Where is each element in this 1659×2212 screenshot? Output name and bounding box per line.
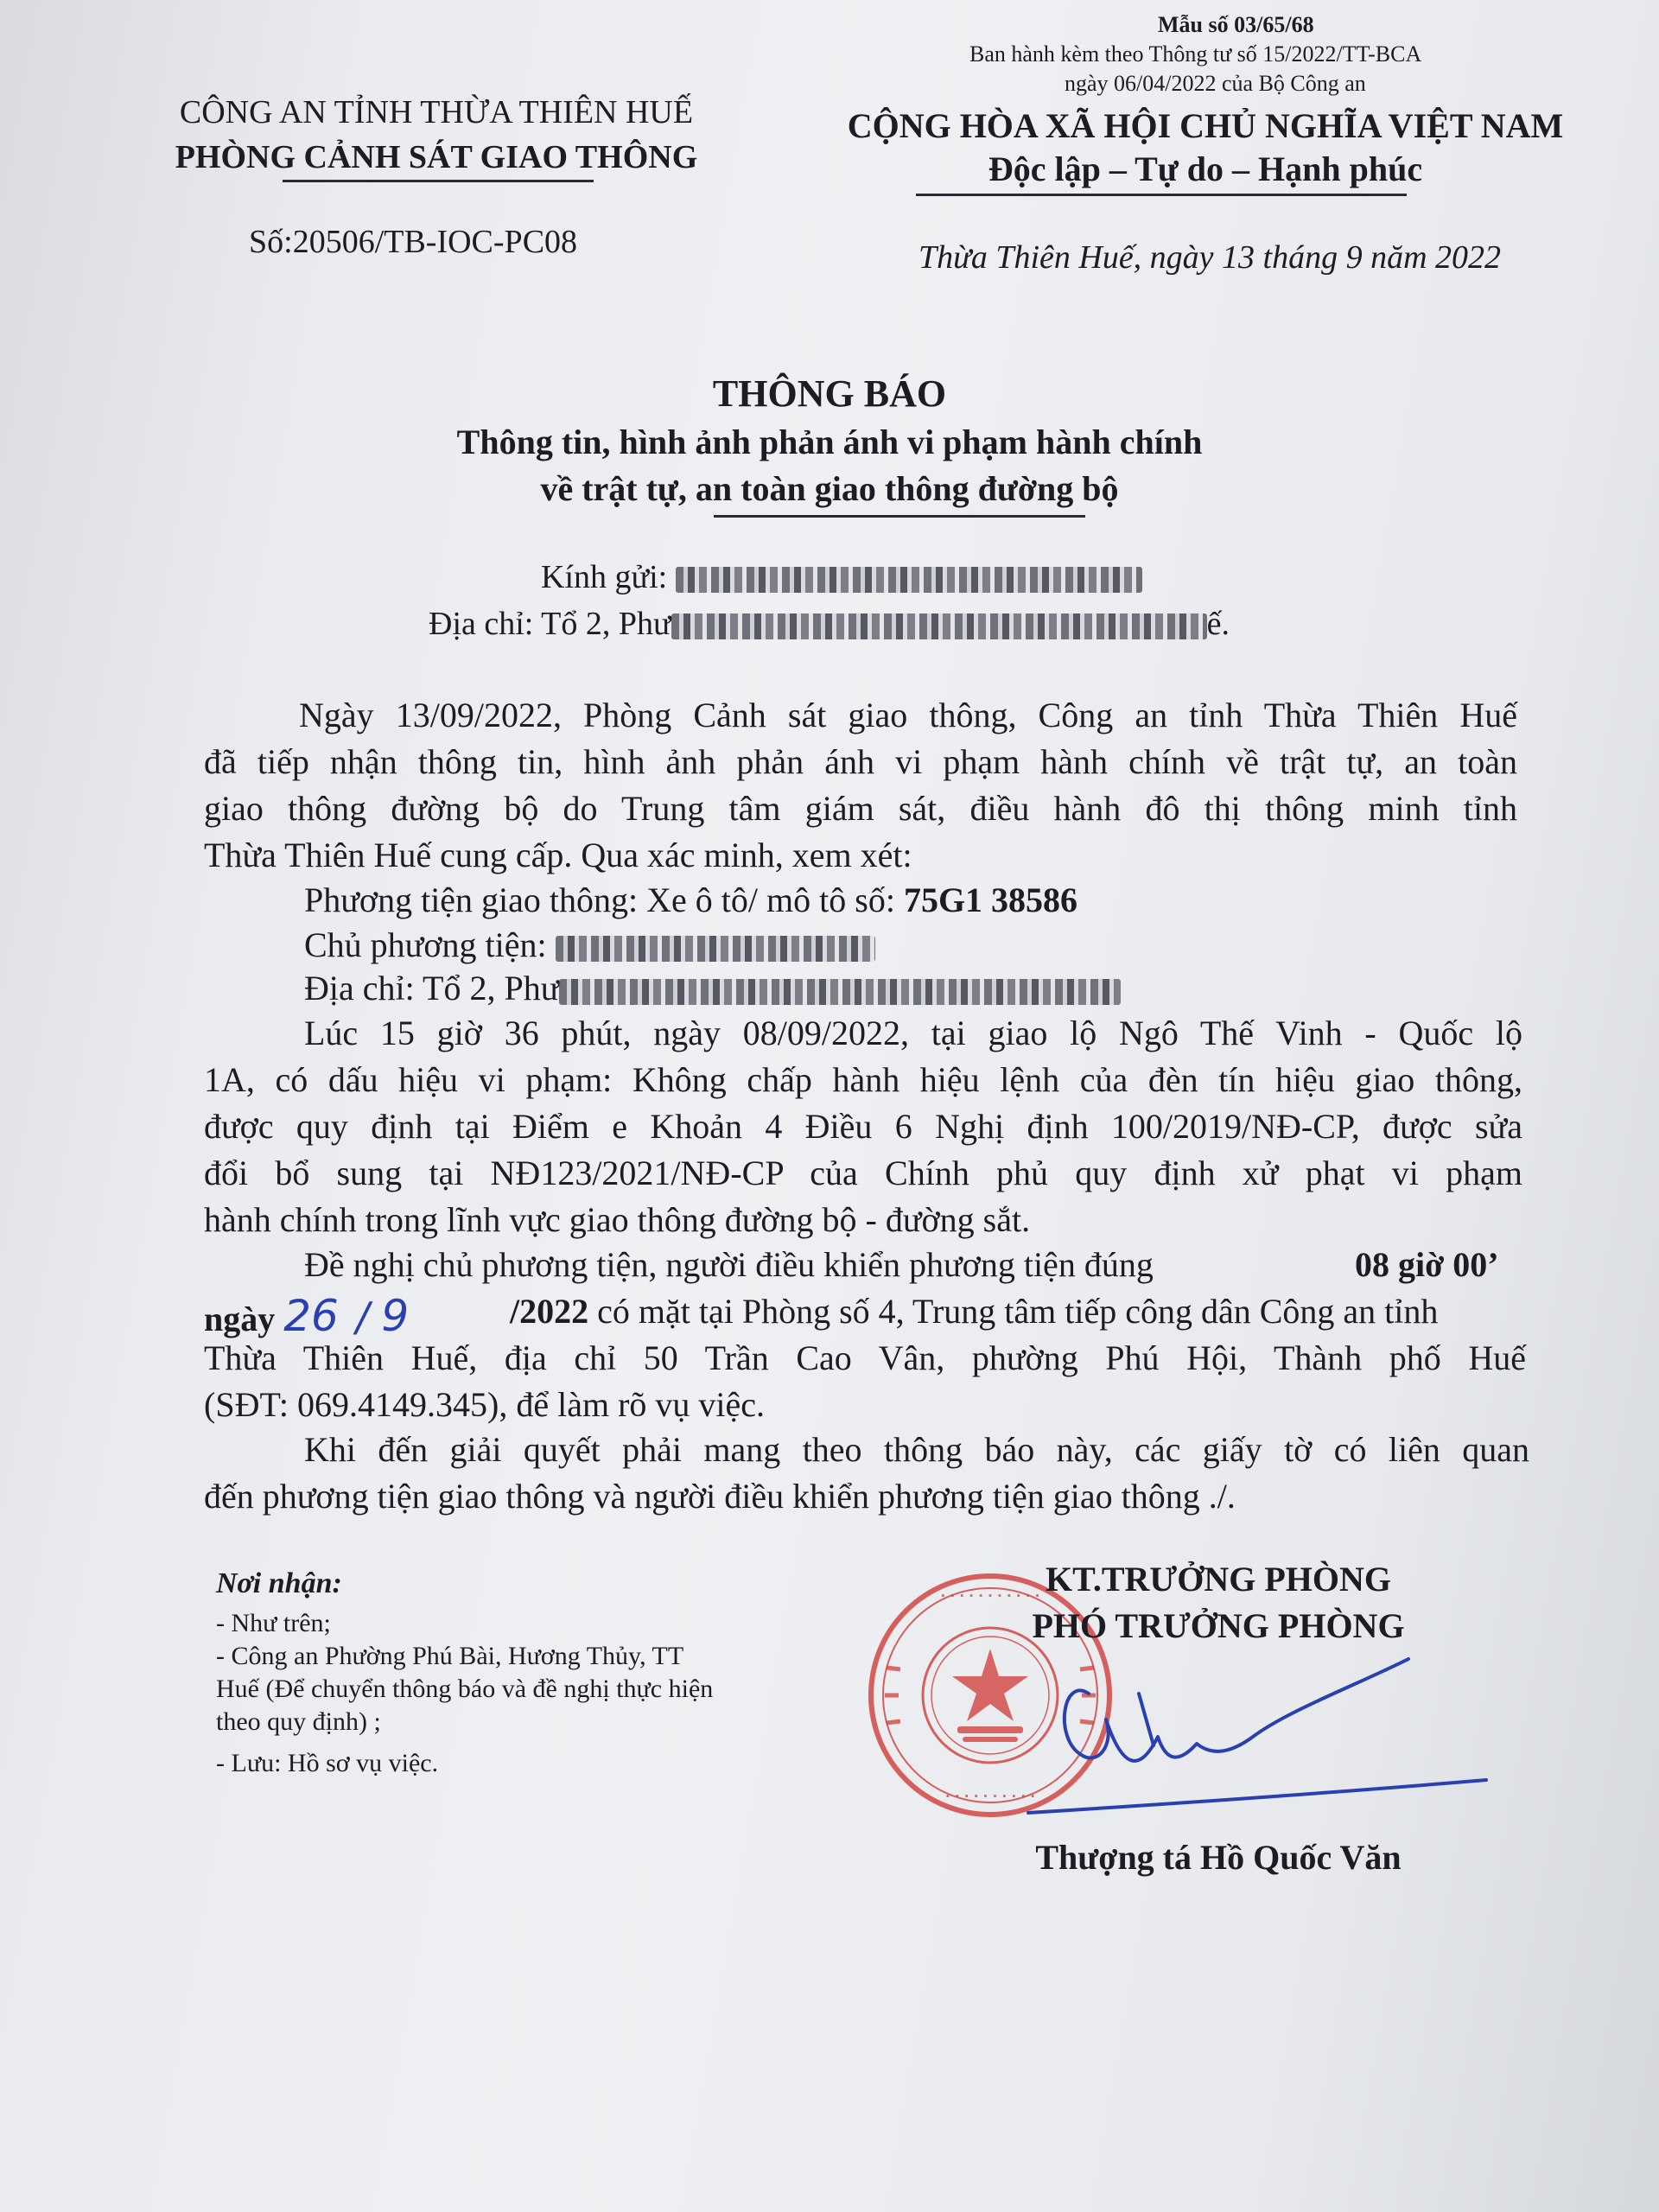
recipients-item: - Công an Phường Phú Bài, Hương Thủy, TT — [216, 1642, 684, 1670]
svg-text:· · · · · · · · · ·: · · · · · · · · · · — [945, 1789, 1035, 1804]
appointment-time: 08 giờ 00’ — [1355, 1245, 1499, 1284]
appointment-place: có mặt tại Phòng số 4, Trung tâm tiếp công dân Công an tỉnh — [597, 1292, 1439, 1331]
motto-underline — [916, 194, 1407, 196]
body-line: được quy định tại Điểm e Khoản 4 Điều 6 Nghị định 100/2019/NĐ-CP, được sửa — [204, 1107, 1522, 1146]
owner-address-prefix: Địa chỉ: Tổ 2, Phư — [304, 969, 560, 1007]
form-number: Mẫu số 03/65/68 — [1158, 12, 1314, 37]
appointment-day-label: ngày — [204, 1300, 276, 1338]
agency-underline — [283, 180, 594, 182]
recipients-label: Nơi nhận: — [216, 1567, 342, 1599]
appointment-date-line — [204, 1291, 409, 1341]
notice-title: THÔNG BÁO — [712, 372, 947, 415]
recipients-item: theo quy định) ; — [216, 1707, 381, 1736]
body-line: Lúc 15 giờ 36 phút, ngày 08/09/2022, tại giao lộ Ngô Thế Vinh - Quốc lộ — [304, 1014, 1522, 1052]
recipients-item: Huế (Để chuyển thông báo và đề nghị thực hiện — [216, 1675, 714, 1703]
recipient-address-suffix: ế. — [1206, 606, 1230, 642]
handwritten-slash: / — [355, 1294, 370, 1340]
handwritten-signature — [994, 1642, 1512, 1840]
appointment-year: /2022 — [510, 1292, 589, 1331]
handwritten-month: 9 — [381, 1291, 410, 1341]
redacted-recipient-address — [671, 613, 1207, 639]
body-line: giao thông đường bộ do Trung tâm giám sát, điều hành đô thị thông minh tỉnh — [204, 789, 1517, 828]
vehicle-label: Phương tiện giao thông: Xe ô tô/ mô tô số: — [304, 880, 904, 919]
title-underline — [714, 515, 1085, 518]
body-line: Thừa Thiên Huế, địa chỉ 50 Trần Cao Vân, phường Phú Hội, Thành phố Huế — [204, 1338, 1526, 1377]
recipient-address-line — [429, 605, 1230, 643]
body-line: đã tiếp nhận thông tin, hình ảnh phản ánh vi phạm hành chính về trật tự, an toàn — [204, 742, 1517, 781]
body-line: 1A, có dấu hiệu vi phạm: Không chấp hành hiệu lệnh của đèn tín hiệu giao thông, — [204, 1060, 1522, 1099]
body-line: Thừa Thiên Huế cung cấp. Qua xác minh, xem xét: — [204, 836, 912, 874]
form-issued-line-2: ngày 06/04/2022 của Bộ Công an — [1065, 71, 1366, 96]
owner-line — [304, 925, 875, 965]
body-line: đổi bổ sung tại NĐ123/2021/NĐ-CP của Chính phủ quy định xử phạt vi phạm — [204, 1154, 1522, 1192]
signer-role-2: PHÓ TRƯỞNG PHÒNG — [1032, 1606, 1405, 1645]
redacted-owner-address — [559, 979, 1121, 1005]
recipient-label: Kính gửi: — [541, 559, 668, 595]
svg-text:· · · · · · · · · · ·: · · · · · · · · · · · — [940, 1588, 1040, 1604]
body-line: (SĐT: 069.4149.345), để làm rõ vụ việc. — [204, 1385, 766, 1424]
redacted-recipient-name — [676, 567, 1142, 593]
body-line: đến phương tiện giao thông và người điều khiển phương tiện giao thông ./. — [204, 1477, 1236, 1516]
form-issued-line-1: Ban hành kèm theo Thông tư số 15/2022/TT-BCA — [969, 41, 1422, 67]
republic-heading: CỘNG HÒA XÃ HỘI CHỦ NGHĨA VIỆT NAM — [847, 106, 1564, 145]
handwritten-day: 26 — [283, 1291, 339, 1341]
owner-address-line — [304, 968, 1121, 1008]
owner-label: Chủ phương tiện: — [304, 925, 547, 964]
place-date: Thừa Thiên Huế, ngày 13 tháng 9 năm 2022 — [918, 239, 1502, 276]
vehicle-line — [304, 880, 1077, 920]
body-line: Khi đến giải quyết phải mang theo thông báo này, các giấy tờ có liên quan — [304, 1430, 1529, 1469]
body-line: hành chính trong lĩnh vực giao thông đường bộ - đường sắt. — [204, 1200, 1031, 1239]
signer-role-1: KT.TRƯỞNG PHÒNG — [1046, 1560, 1391, 1599]
recipients-item: - Lưu: Hồ sơ vụ việc. — [216, 1749, 439, 1777]
national-motto: Độc lập – Tự do – Hạnh phúc — [988, 149, 1423, 188]
notice-subtitle-1: Thông tin, hình ảnh phản ánh vi phạm hành chính — [456, 423, 1203, 461]
signer-name: Thượng tá Hồ Quốc Văn — [1035, 1838, 1402, 1877]
body-line: Ngày 13/09/2022, Phòng Cảnh sát giao thông, Công an tỉnh Thừa Thiên Huế — [299, 696, 1517, 734]
appointment-line-1 — [304, 1244, 1154, 1285]
appointment-request: Đề nghị chủ phương tiện, người điều khiển phương tiện đúng — [304, 1245, 1154, 1284]
agency-name: PHÒNG CẢNH SÁT GIAO THÔNG — [175, 139, 698, 175]
agency-parent: CÔNG AN TỈNH THỪA THIÊN HUẾ — [179, 94, 694, 130]
recipient-address-prefix: Địa chỉ: Tổ 2, Phư — [429, 606, 671, 642]
notice-subtitle-2: về trật tự, an toàn giao thông đường bộ — [540, 469, 1119, 508]
recipients-item: - Như trên; — [216, 1609, 331, 1637]
recipient-line — [541, 558, 1142, 596]
appointment-date-rest — [510, 1291, 1438, 1332]
document-number: Số:20506/TB-IOC-PC08 — [249, 224, 578, 260]
vehicle-plate: 75G1 38586 — [903, 880, 1078, 919]
redacted-owner-name — [556, 936, 875, 962]
